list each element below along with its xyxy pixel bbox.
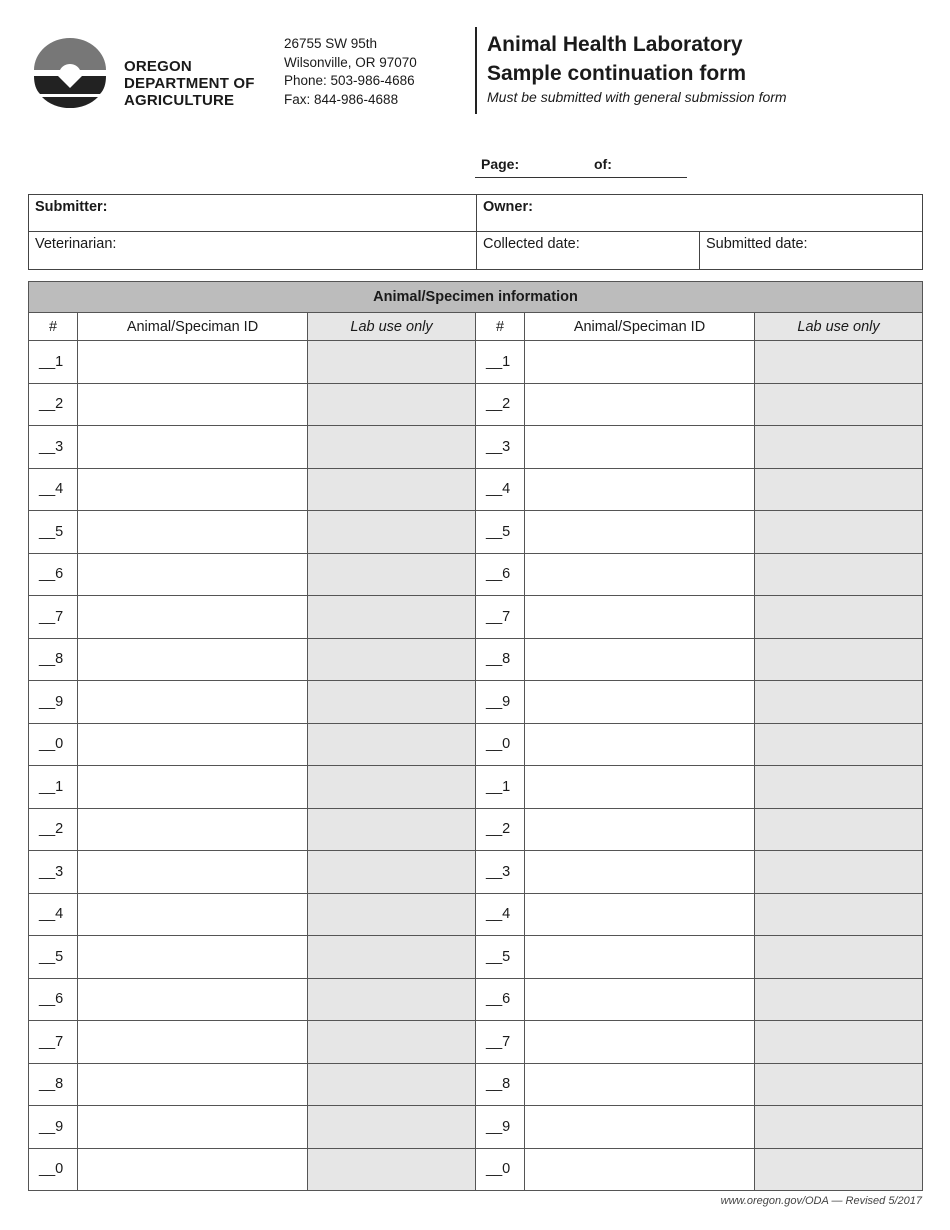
table-row: [29, 851, 923, 894]
veterinarian-field[interactable]: [29, 232, 477, 269]
lab-use-cell: [755, 596, 923, 639]
table-row: [29, 936, 923, 979]
row-number: __3: [476, 851, 525, 894]
lab-use-cell: [308, 426, 476, 469]
row-number: __3: [29, 851, 78, 894]
table-row: [29, 468, 923, 511]
row-number: __1: [29, 341, 78, 384]
animal-id-input[interactable]: [525, 766, 755, 809]
animal-id-input[interactable]: [78, 723, 308, 766]
animal-id-input[interactable]: [78, 553, 308, 596]
lab-use-cell: [755, 1148, 923, 1191]
animal-id-input[interactable]: [525, 638, 755, 681]
veterinarian-label: Veterinarian:: [35, 236, 117, 252]
row-number: __3: [476, 426, 525, 469]
lab-use-cell: [308, 681, 476, 724]
lab-use-cell: [755, 681, 923, 724]
col-header-number: #: [29, 313, 78, 341]
owner-field[interactable]: [477, 195, 922, 232]
row-number: __2: [29, 808, 78, 851]
table-row: [29, 1148, 923, 1191]
animal-id-input[interactable]: [525, 553, 755, 596]
animal-id-input[interactable]: [78, 1148, 308, 1191]
row-number: __9: [29, 1106, 78, 1149]
address-block: [284, 35, 417, 109]
col-header-number: #: [476, 313, 525, 341]
row-number: __5: [29, 511, 78, 554]
animal-id-input[interactable]: [78, 851, 308, 894]
animal-id-input[interactable]: [78, 978, 308, 1021]
animal-id-input[interactable]: [78, 681, 308, 724]
lab-use-cell: [308, 1148, 476, 1191]
animal-id-input[interactable]: [78, 936, 308, 979]
header-divider: [475, 27, 477, 114]
table-row: [29, 638, 923, 681]
animal-id-input[interactable]: [525, 851, 755, 894]
animal-id-input[interactable]: [525, 723, 755, 766]
row-number: __7: [29, 596, 78, 639]
lab-use-cell: [755, 808, 923, 851]
page-number-field[interactable]: [475, 154, 687, 178]
footer-url: www.oregon.gov/ODA — Revised 5/2017: [720, 1195, 922, 1207]
animal-id-input[interactable]: [78, 1106, 308, 1149]
animal-id-input[interactable]: [78, 383, 308, 426]
address-street: 26755 SW 95th: [284, 36, 378, 51]
col-header-lab-use: Lab use only: [755, 313, 923, 341]
row-number: __7: [29, 1021, 78, 1064]
row-number: __9: [476, 681, 525, 724]
row-number: __1: [476, 341, 525, 384]
row-number: __9: [29, 681, 78, 724]
table-row: [29, 426, 923, 469]
row-number: __4: [29, 468, 78, 511]
row-number: __8: [29, 638, 78, 681]
col-header-animal-id: Animal/Speciman ID: [78, 313, 308, 341]
form-subtitle: Must be submitted with general submission form: [487, 89, 787, 105]
org-name: [124, 58, 255, 109]
page-of-label: of:: [594, 156, 612, 172]
submitter-field[interactable]: [29, 195, 477, 232]
animal-id-input[interactable]: [78, 638, 308, 681]
form-title-block: [487, 30, 787, 105]
lab-use-cell: [308, 638, 476, 681]
oda-logo: [32, 36, 108, 108]
col-header-lab-use: Lab use only: [308, 313, 476, 341]
animal-id-input[interactable]: [78, 426, 308, 469]
org-name-line2: DEPARTMENT OF: [124, 75, 255, 92]
submission-info-box: [28, 194, 923, 270]
form-title-line2: Sample continuation form: [487, 62, 747, 85]
lab-use-cell: [308, 1021, 476, 1064]
row-number: __2: [476, 808, 525, 851]
logo-emblem-icon: [34, 38, 106, 108]
lab-use-cell: [308, 341, 476, 384]
lab-use-cell: [308, 383, 476, 426]
table-row: [29, 808, 923, 851]
lab-use-cell: [755, 638, 923, 681]
animal-id-input[interactable]: [78, 596, 308, 639]
table-row: [29, 681, 923, 724]
lab-use-cell: [308, 936, 476, 979]
row-number: __0: [476, 723, 525, 766]
table-row: [29, 723, 923, 766]
row-number: __0: [29, 723, 78, 766]
table-row: [29, 553, 923, 596]
animal-id-input[interactable]: [525, 1148, 755, 1191]
table-row: [29, 383, 923, 426]
animal-id-input[interactable]: [525, 808, 755, 851]
col-header-animal-id: Animal/Speciman ID: [525, 313, 755, 341]
animal-id-input[interactable]: [78, 893, 308, 936]
animal-id-input[interactable]: [525, 1021, 755, 1064]
submitted-date-label: Submitted date:: [706, 236, 808, 252]
address-city: Wilsonville, OR 97070: [284, 54, 417, 70]
row-number: __6: [29, 978, 78, 1021]
row-number: __0: [476, 1148, 525, 1191]
row-number: __6: [476, 978, 525, 1021]
row-number: __7: [476, 1021, 525, 1064]
animal-id-input[interactable]: [525, 426, 755, 469]
lab-use-cell: [755, 723, 923, 766]
lab-use-cell: [755, 1063, 923, 1106]
lab-use-cell: [308, 893, 476, 936]
lab-use-cell: [755, 383, 923, 426]
lab-use-cell: [308, 723, 476, 766]
submitter-label: Submitter:: [35, 199, 108, 215]
form-title-line1: Animal Health Laboratory: [487, 33, 743, 56]
animal-id-input[interactable]: [525, 893, 755, 936]
lab-use-cell: [308, 766, 476, 809]
row-number: __8: [476, 638, 525, 681]
address-fax: Fax: 844-986-4688: [284, 91, 399, 107]
table-row: [29, 766, 923, 809]
lab-use-cell: [755, 468, 923, 511]
lab-use-cell: [755, 511, 923, 554]
lab-use-cell: [755, 426, 923, 469]
collected-date-field[interactable]: [477, 232, 700, 269]
table-row: [29, 893, 923, 936]
lab-use-cell: [308, 851, 476, 894]
page-label: Page:: [481, 156, 520, 172]
org-name-line1: OREGON: [124, 58, 192, 75]
lab-use-cell: [755, 1021, 923, 1064]
lab-use-cell: [308, 468, 476, 511]
row-number: __7: [476, 596, 525, 639]
lab-use-cell: [755, 893, 923, 936]
animal-id-input[interactable]: [525, 468, 755, 511]
row-number: __0: [29, 1148, 78, 1191]
table-row: [29, 1021, 923, 1064]
animal-id-input[interactable]: [525, 596, 755, 639]
submitted-date-field[interactable]: [700, 232, 922, 269]
table-row: [29, 341, 923, 384]
animal-id-input[interactable]: [525, 1106, 755, 1149]
row-number: __8: [476, 1063, 525, 1106]
table-row: [29, 978, 923, 1021]
row-number: __5: [29, 936, 78, 979]
row-number: __4: [476, 468, 525, 511]
row-number: __1: [476, 766, 525, 809]
animal-id-input[interactable]: [525, 936, 755, 979]
specimen-table: [28, 281, 923, 1191]
address-phone: Phone: 503-986-4686: [284, 73, 415, 88]
row-number: __8: [29, 1063, 78, 1106]
lab-use-cell: [755, 766, 923, 809]
lab-use-cell: [755, 936, 923, 979]
collected-date-label: Collected date:: [483, 236, 580, 252]
specimen-table-body: [29, 341, 923, 1191]
row-number: __5: [476, 936, 525, 979]
lab-use-cell: [308, 808, 476, 851]
lab-use-cell: [755, 1106, 923, 1149]
lab-use-cell: [755, 851, 923, 894]
animal-id-input[interactable]: [525, 681, 755, 724]
table-row: [29, 1106, 923, 1149]
row-number: __6: [476, 553, 525, 596]
lab-use-cell: [308, 596, 476, 639]
lab-use-cell: [308, 511, 476, 554]
row-number: __3: [29, 426, 78, 469]
animal-id-input[interactable]: [525, 341, 755, 384]
lab-use-cell: [755, 978, 923, 1021]
row-number: __5: [476, 511, 525, 554]
lab-use-cell: [755, 341, 923, 384]
row-number: __2: [29, 383, 78, 426]
animal-id-input[interactable]: [525, 978, 755, 1021]
lab-use-cell: [308, 1063, 476, 1106]
lab-use-cell: [308, 553, 476, 596]
org-name-line3: AGRICULTURE: [124, 92, 235, 109]
lab-use-cell: [755, 553, 923, 596]
animal-id-input[interactable]: [525, 383, 755, 426]
animal-id-input[interactable]: [78, 808, 308, 851]
row-number: __2: [476, 383, 525, 426]
table-row: [29, 596, 923, 639]
row-number: __9: [476, 1106, 525, 1149]
row-number: __1: [29, 766, 78, 809]
specimen-table-banner: Animal/Specimen information: [29, 282, 923, 313]
animal-id-input[interactable]: [78, 1063, 308, 1106]
owner-label: Owner:: [483, 199, 533, 215]
animal-id-input[interactable]: [525, 1063, 755, 1106]
lab-use-cell: [308, 1106, 476, 1149]
row-number: __4: [476, 893, 525, 936]
row-number: __4: [29, 893, 78, 936]
animal-id-input[interactable]: [78, 766, 308, 809]
animal-id-input[interactable]: [78, 468, 308, 511]
lab-use-cell: [308, 978, 476, 1021]
table-row: [29, 511, 923, 554]
animal-id-input[interactable]: [78, 511, 308, 554]
animal-id-input[interactable]: [78, 1021, 308, 1064]
row-number: __6: [29, 553, 78, 596]
table-row: [29, 1063, 923, 1106]
animal-id-input[interactable]: [78, 341, 308, 384]
animal-id-input[interactable]: [525, 511, 755, 554]
